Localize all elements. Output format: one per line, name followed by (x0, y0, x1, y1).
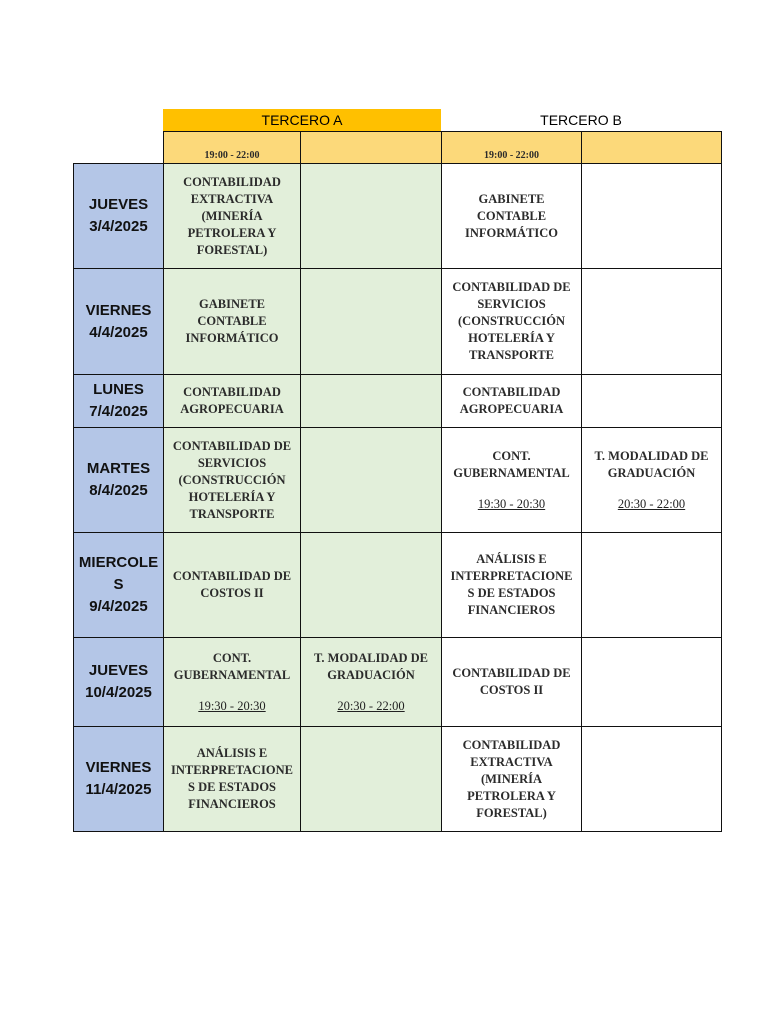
day-cell (74, 164, 164, 269)
subject-text: CONT. GUBERNAMENTAL (453, 448, 570, 480)
subject-cell-b1 (442, 727, 582, 832)
subject-cell-b1 (442, 428, 582, 533)
subject-text: GABINETE CONTABLE INFORMÁTICO (464, 191, 559, 240)
subject-cell-a1 (164, 269, 301, 375)
day-date: 7/4/2025 (89, 403, 148, 420)
subject-cell-a1 (164, 428, 301, 533)
corner-cell (74, 132, 164, 164)
subject-cell-b2 (582, 164, 722, 269)
time-header-a-extra (301, 132, 442, 164)
day-name: MIERCOLE S (78, 554, 159, 593)
group-header-tercero-b: TERCERO B (441, 109, 721, 131)
day-date: 9/4/2025 (89, 598, 148, 615)
time-header-row (74, 132, 722, 164)
subject-text: CONTABILIDAD DE SERVICIOS (CONSTRUCCIÓN HOTELERÍA Y TRANSPORTE (452, 280, 571, 362)
day-date: 10/4/2025 (85, 684, 152, 701)
subject-cell-a1 (164, 533, 301, 638)
day-name: JUEVES (88, 196, 149, 213)
subject-text: CONTABILIDAD AGROPECUARIA (180, 385, 284, 416)
subject-cell-a2 (301, 533, 442, 638)
time-slot: 20:30 - 22:00 (337, 698, 405, 713)
subject-cell-b2 (582, 269, 722, 375)
time-header-a: 19:00 - 22:00 (164, 132, 301, 164)
table-row (74, 164, 722, 269)
time-slot: 20:30 - 22:00 (617, 496, 686, 511)
subject-text: T. MODALIDAD DE GRADUACIÓN (594, 448, 709, 480)
day-date: 11/4/2025 (85, 781, 152, 798)
day-name: LUNES (93, 381, 144, 398)
day-name: VIERNES (85, 301, 152, 319)
subject-cell-b2 (582, 533, 722, 638)
time-header-b-extra (582, 132, 722, 164)
subject-cell-a2 (301, 164, 442, 269)
subject-cell-b1 (442, 164, 582, 269)
day-cell (74, 375, 164, 428)
day-date: 3/4/2025 (89, 218, 148, 235)
day-cell (74, 638, 164, 727)
table-row (74, 269, 722, 375)
day-cell (74, 533, 164, 638)
day-cell (74, 269, 164, 375)
subject-text: CONTABILIDAD DE SERVICIOS (CONSTRUCCIÓN HOTELERÍA Y TRANSPORTE (172, 438, 292, 521)
day-cell (74, 428, 164, 533)
subject-cell-b2 (582, 375, 722, 428)
subject-text: CONTABILIDAD EXTRACTIVA (MINERÍA PETROLERA Y FORESTAL) (462, 737, 561, 820)
time-slot: 19:30 - 20:30 (477, 496, 546, 511)
day-cell (74, 727, 164, 832)
subject-text: CONTABILIDAD AGROPECUARIA (459, 385, 564, 416)
table-row (74, 638, 722, 727)
table-row (74, 375, 722, 428)
subject-cell-a2 (301, 638, 442, 727)
subject-cell-b2 (582, 727, 722, 832)
subject-text: T. MODALIDAD DE GRADUACIÓN (313, 650, 428, 682)
day-name: VIERNES (85, 759, 152, 776)
subject-cell-b2 (582, 428, 722, 533)
subject-text: CONTABILIDAD DE COSTOS II (172, 569, 292, 600)
subject-cell-b2 (582, 638, 722, 727)
group-header-tercero-a: TERCERO A (163, 109, 441, 131)
subject-cell-b1 (442, 375, 582, 428)
table-row (74, 727, 722, 832)
subject-text: ANÁLISIS E INTERPRETACIONE S DE ESTADOS FINANCIEROS (450, 552, 573, 617)
subject-text: CONTABILIDAD DE COSTOS II (452, 666, 571, 697)
subject-text: CONTABILIDAD EXTRACTIVA (MINERÍA PETROLERA Y FORESTAL) (183, 174, 281, 257)
subject-cell-a2 (301, 375, 442, 428)
subject-cell-a1 (164, 638, 301, 727)
subject-text: GABINETE CONTABLE INFORMÁTICO (185, 297, 279, 345)
subject-cell-b1 (442, 533, 582, 638)
subject-text: CONT. GUBERNAMENTAL (173, 650, 291, 682)
day-date: 4/4/2025 (89, 323, 148, 341)
time-slot: 19:30 - 20:30 (198, 698, 266, 713)
subject-cell-b1 (442, 269, 582, 375)
table-row (74, 533, 722, 638)
subject-cell-a1 (164, 727, 301, 832)
day-name: JUEVES (88, 662, 149, 679)
subject-cell-a1 (164, 164, 301, 269)
subject-cell-a2 (301, 428, 442, 533)
subject-cell-a1 (164, 375, 301, 428)
subject-cell-a2 (301, 727, 442, 832)
time-header-b: 19:00 - 22:00 (442, 132, 582, 164)
table-row (74, 428, 722, 533)
subject-cell-a2 (301, 269, 442, 375)
day-date: 8/4/2025 (89, 482, 148, 499)
subject-cell-b1 (442, 638, 582, 727)
day-name: MARTES (86, 460, 151, 477)
subject-text: ANÁLISIS E INTERPRETACIONE S DE ESTADOS FINANCIEROS (170, 746, 293, 811)
schedule-table (73, 131, 722, 832)
